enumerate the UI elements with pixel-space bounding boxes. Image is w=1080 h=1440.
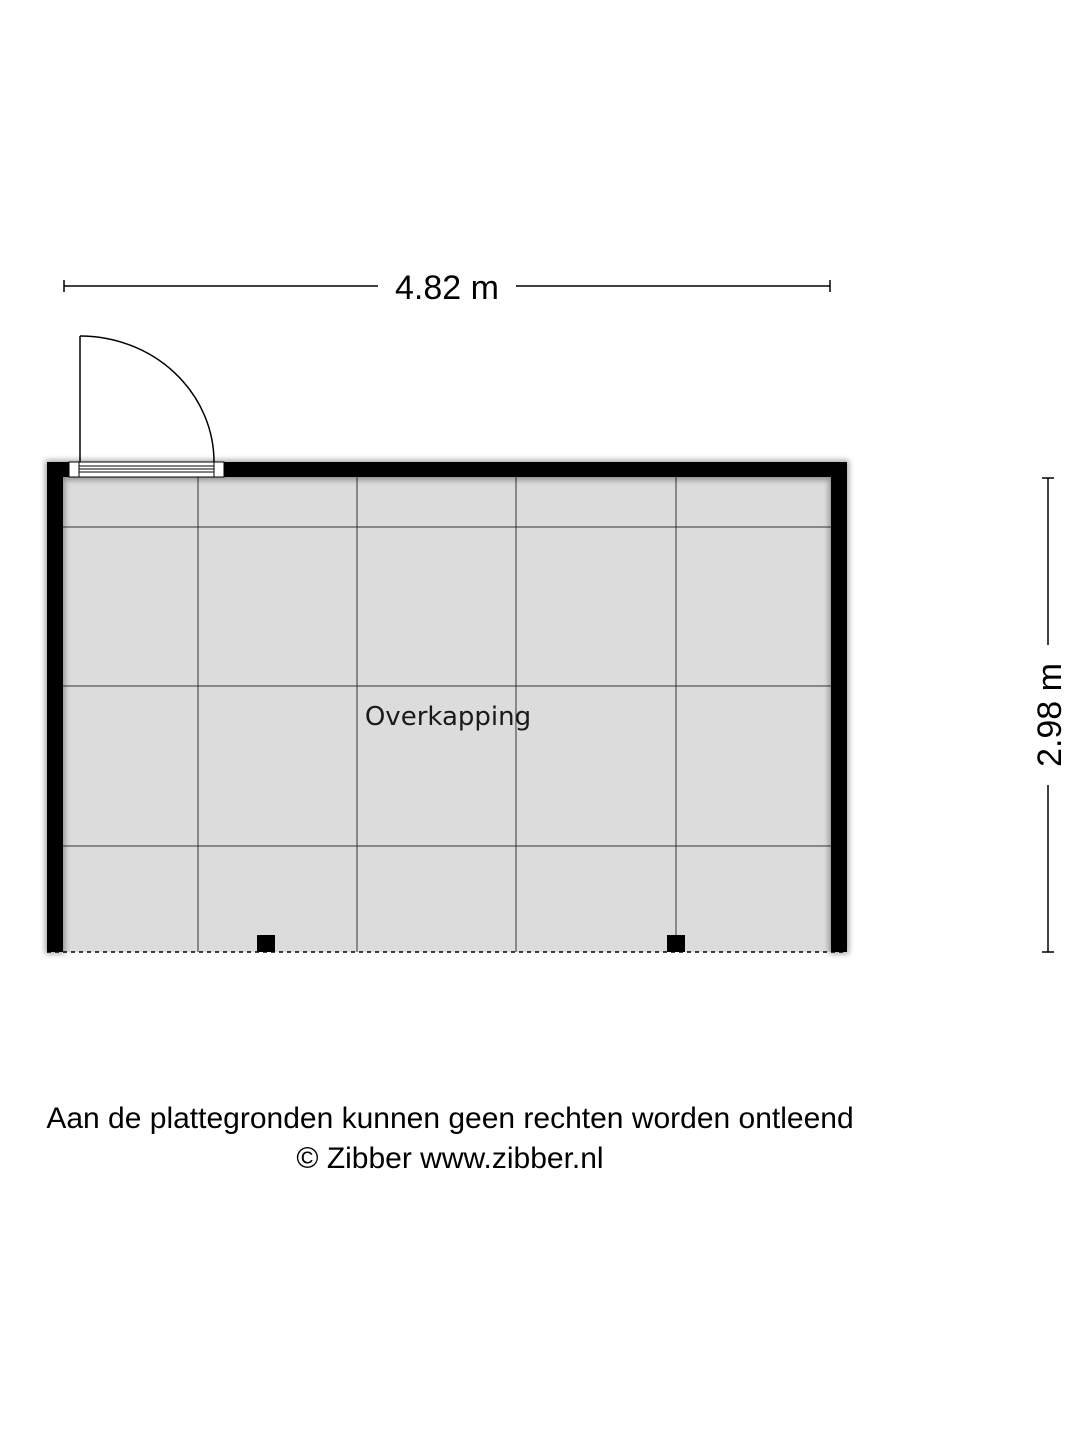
- support-post: [257, 935, 275, 952]
- width-dimension: [64, 269, 830, 307]
- depth-dimension: [1031, 478, 1069, 952]
- wall-top: [224, 462, 847, 477]
- width-dimension-label: 4.82 m: [395, 269, 499, 307]
- depth-dimension-label: 2.98 m: [1031, 663, 1069, 767]
- disclaimer-text: Aan de plattegronden kunnen geen rechten worden ontleend: [46, 1102, 854, 1135]
- door-threshold: [69, 462, 224, 477]
- support-post: [667, 935, 685, 952]
- door-swing-arc: [80, 336, 214, 462]
- copyright-text: © Zibber www.zibber.nl: [296, 1142, 604, 1175]
- wall-left: [47, 462, 63, 952]
- wall-right: [831, 462, 847, 952]
- room-label: Overkapping: [364, 702, 532, 732]
- door-swing-icon: [80, 336, 214, 462]
